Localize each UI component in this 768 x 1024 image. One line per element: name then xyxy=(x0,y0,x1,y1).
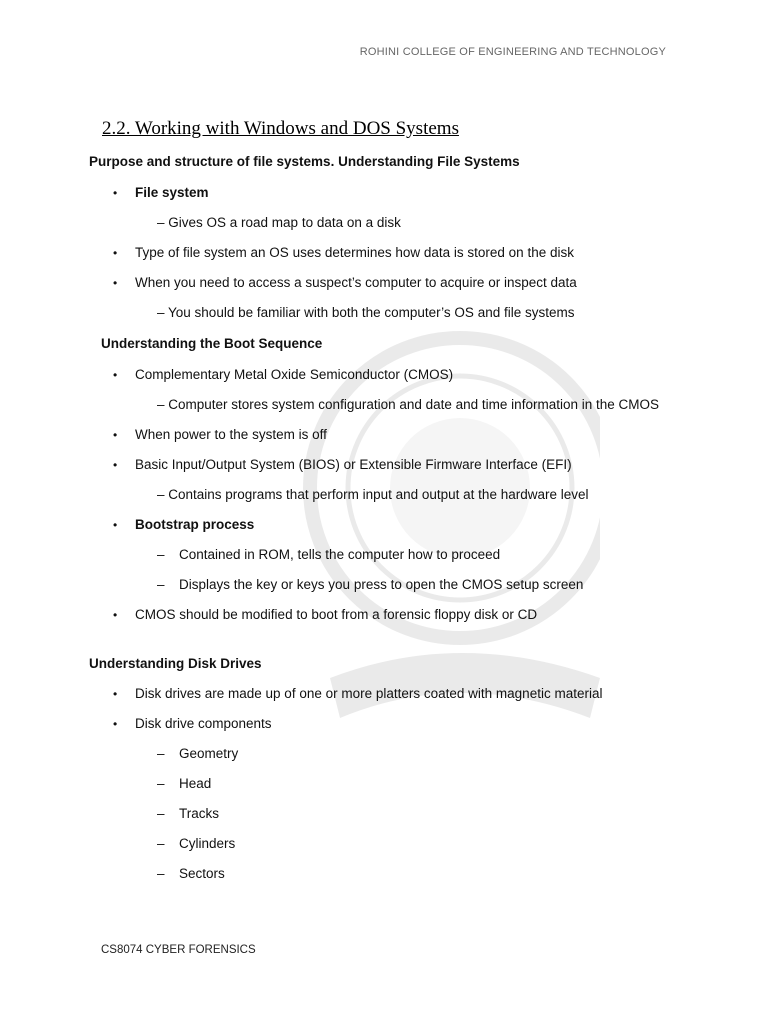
bullet-icon: • xyxy=(113,368,118,382)
bullet-icon: • xyxy=(113,246,118,260)
section2-heading: Understanding the Boot Sequence xyxy=(101,336,323,351)
list-item: When you need to access a suspect’s computer to acquire or inspect data xyxy=(135,275,577,290)
sub-item: – Computer stores system configuration and date and time information in the CMOS xyxy=(157,397,659,412)
dash-icon: – xyxy=(157,866,165,881)
sub-item: Geometry xyxy=(179,746,239,761)
list-item: When power to the system is off xyxy=(135,427,327,442)
sub-item: – Contains programs that perform input and output at the hardware level xyxy=(157,487,589,502)
list-item: Disk drives are made up of one or more platters coated with magnetic material xyxy=(135,686,603,701)
dash-icon: – xyxy=(157,806,165,821)
section1-heading: Purpose and structure of file systems. Understanding File Systems xyxy=(89,154,520,169)
sub-item: Displays the key or keys you press to open the CMOS setup screen xyxy=(179,577,584,592)
bullet-icon: • xyxy=(113,186,118,200)
list-item-file-system: File system xyxy=(135,185,209,200)
bullet-icon: • xyxy=(113,717,118,731)
section3-heading: Understanding Disk Drives xyxy=(89,656,262,671)
sub-item: Cylinders xyxy=(179,836,236,851)
dash-icon: – xyxy=(157,547,165,562)
dash-icon: – xyxy=(157,836,165,851)
list-item: Basic Input/Output System (BIOS) or Extensible Firmware Interface (EFI) xyxy=(135,457,572,472)
sub-item: Sectors xyxy=(179,866,225,881)
list-item: Disk drive components xyxy=(135,716,272,731)
bullet-icon: • xyxy=(113,458,118,472)
page-footer-course: CS8074 CYBER FORENSICS xyxy=(101,944,256,956)
sub-item: Head xyxy=(179,776,212,791)
bullet-icon: • xyxy=(113,608,118,622)
sub-item: Contained in ROM, tells the computer how to proceed xyxy=(179,547,501,562)
sub-item: – You should be familiar with both the computer’s OS and file systems xyxy=(157,305,575,320)
section-title: 2.2. Working with Windows and DOS Systems xyxy=(102,118,459,139)
bullet-icon: • xyxy=(113,428,118,442)
list-item: Type of file system an OS uses determines how data is stored on the disk xyxy=(135,245,574,260)
bullet-icon: • xyxy=(113,276,118,290)
bullet-icon: • xyxy=(113,687,118,701)
dash-icon: – xyxy=(157,776,165,791)
dash-icon: – xyxy=(157,746,165,761)
list-item: CMOS should be modified to boot from a forensic floppy disk or CD xyxy=(135,607,538,622)
list-item-bootstrap: Bootstrap process xyxy=(135,517,255,532)
sub-item: Tracks xyxy=(179,806,219,821)
dash-icon: – xyxy=(157,577,165,592)
list-item: Complementary Metal Oxide Semiconductor (CMOS) xyxy=(135,367,454,382)
page-header-institution: ROHINI COLLEGE OF ENGINEERING AND TECHNOLOGY xyxy=(359,46,666,58)
bullet-icon: • xyxy=(113,518,118,532)
sub-item: – Gives OS a road map to data on a disk xyxy=(157,215,401,230)
